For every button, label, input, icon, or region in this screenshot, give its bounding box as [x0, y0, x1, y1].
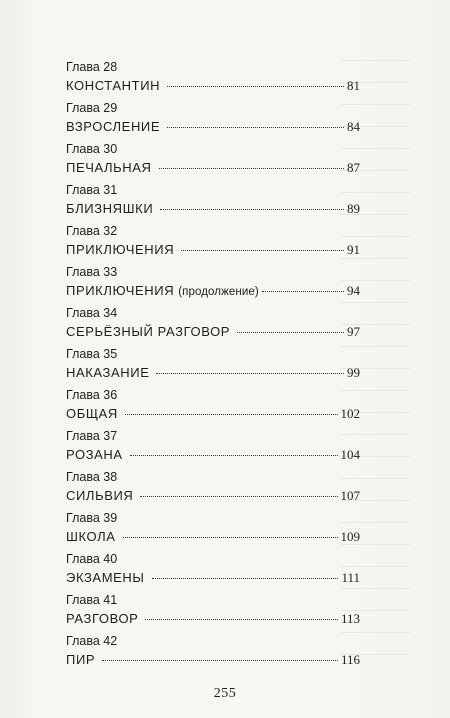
- dot-leader: [152, 578, 339, 579]
- toc-entry: [60, 224, 360, 265]
- page-folio-number: 255: [213, 686, 237, 701]
- chapter-number: Глава 39: [66, 511, 118, 525]
- toc-line: [66, 323, 360, 340]
- dot-leader: [262, 291, 344, 292]
- toc-entry: [60, 101, 360, 142]
- chapter-title: ПИР: [66, 652, 96, 667]
- chapter-subtitle: (продолжение): [178, 286, 259, 298]
- table-of-contents: [60, 60, 360, 675]
- toc-entry: [60, 388, 360, 429]
- toc-entry: [60, 634, 360, 675]
- chapter-number: Глава 30: [66, 142, 118, 156]
- toc-entry: [60, 347, 360, 388]
- page-number: 91: [347, 242, 360, 257]
- chapter-number: Глава 40: [66, 552, 118, 566]
- toc-line: [66, 528, 360, 545]
- chapter-title: РАЗГОВОР: [66, 611, 139, 626]
- toc-line: [66, 159, 360, 176]
- dot-leader: [145, 619, 338, 620]
- dot-leader: [140, 496, 337, 497]
- toc-line: [66, 77, 360, 94]
- chapter-title: ЭКЗАМЕНЫ: [66, 570, 145, 585]
- page-number: 81: [347, 78, 360, 93]
- toc-entry: [60, 470, 360, 511]
- chapter-title: ПРИКЛЮЧЕНИЯ: [66, 242, 175, 257]
- chapter-title: ШКОЛА: [66, 529, 116, 544]
- toc-line: [66, 446, 360, 463]
- dot-leader: [160, 209, 344, 210]
- toc-entry: [60, 429, 360, 470]
- chapter-number: Глава 31: [66, 183, 118, 197]
- toc-line: [66, 405, 360, 422]
- chapter-number: Глава 37: [66, 429, 118, 443]
- toc-entry: [60, 142, 360, 183]
- page-number: 94: [347, 283, 360, 298]
- page-number: 107: [340, 488, 360, 503]
- toc-entry: [60, 60, 360, 101]
- toc-line: [66, 364, 360, 381]
- toc-line: [66, 610, 360, 627]
- chapter-title: РОЗАНА: [66, 447, 123, 462]
- chapter-title: КОНСТАНТИН: [66, 78, 161, 93]
- chapter-number: Глава 28: [66, 60, 118, 74]
- toc-line: [66, 200, 360, 217]
- dot-leader: [237, 332, 344, 333]
- dot-leader: [102, 660, 338, 661]
- chapter-title: ПЕЧАЛЬНАЯ: [66, 160, 152, 175]
- page-number: 89: [347, 201, 360, 216]
- page-number: 97: [347, 324, 360, 339]
- chapter-number: Глава 36: [66, 388, 118, 402]
- dot-leader: [181, 250, 344, 251]
- chapter-number: Глава 33: [66, 265, 118, 279]
- toc-line: [66, 651, 360, 668]
- toc-line: [66, 118, 360, 135]
- chapter-number: Глава 42: [66, 634, 118, 648]
- page-number: 113: [340, 611, 360, 626]
- toc-entry: [60, 306, 360, 347]
- toc-line: [66, 487, 360, 504]
- chapter-number: Глава 35: [66, 347, 118, 361]
- chapter-title: СИЛЬВИЯ: [66, 488, 134, 503]
- page-number: 111: [341, 570, 360, 585]
- toc-line: [66, 569, 360, 586]
- dot-leader: [130, 455, 338, 456]
- chapter-title: ПРИКЛЮЧЕНИЯ: [66, 283, 175, 298]
- chapter-title: СЕРЬЁЗНЫЙ РАЗГОВОР: [66, 324, 231, 339]
- page-number: 104: [340, 447, 360, 462]
- chapter-title: БЛИЗНЯШКИ: [66, 201, 154, 216]
- page-number: 102: [340, 406, 360, 421]
- chapter-title: ВЗРОСЛЕНИЕ: [66, 119, 161, 134]
- chapter-title: ОБЩАЯ: [66, 406, 118, 421]
- dot-leader: [125, 414, 338, 415]
- chapter-number: Глава 34: [66, 306, 118, 320]
- toc-entry: [60, 183, 360, 224]
- toc-entry: [60, 511, 360, 552]
- chapter-title: НАКАЗАНИЕ: [66, 365, 150, 380]
- toc-line: [66, 282, 360, 301]
- chapter-number: Глава 41: [66, 593, 118, 607]
- chapter-number: Глава 38: [66, 470, 118, 484]
- toc-entry: [60, 593, 360, 634]
- toc-entry: [60, 552, 360, 593]
- chapter-number: Глава 32: [66, 224, 118, 238]
- toc-line: [66, 241, 360, 258]
- dot-leader: [123, 537, 338, 538]
- page-number: 109: [340, 529, 360, 544]
- page-number: 116: [340, 652, 360, 667]
- chapter-number: Глава 29: [66, 101, 118, 115]
- dot-leader: [156, 373, 344, 374]
- dot-leader: [167, 86, 344, 87]
- page-number: 99: [347, 365, 360, 380]
- dot-leader: [159, 168, 344, 169]
- page-number: 87: [347, 160, 360, 175]
- page-number: 84: [347, 119, 360, 134]
- dot-leader: [167, 127, 344, 128]
- toc-entry: [60, 265, 360, 306]
